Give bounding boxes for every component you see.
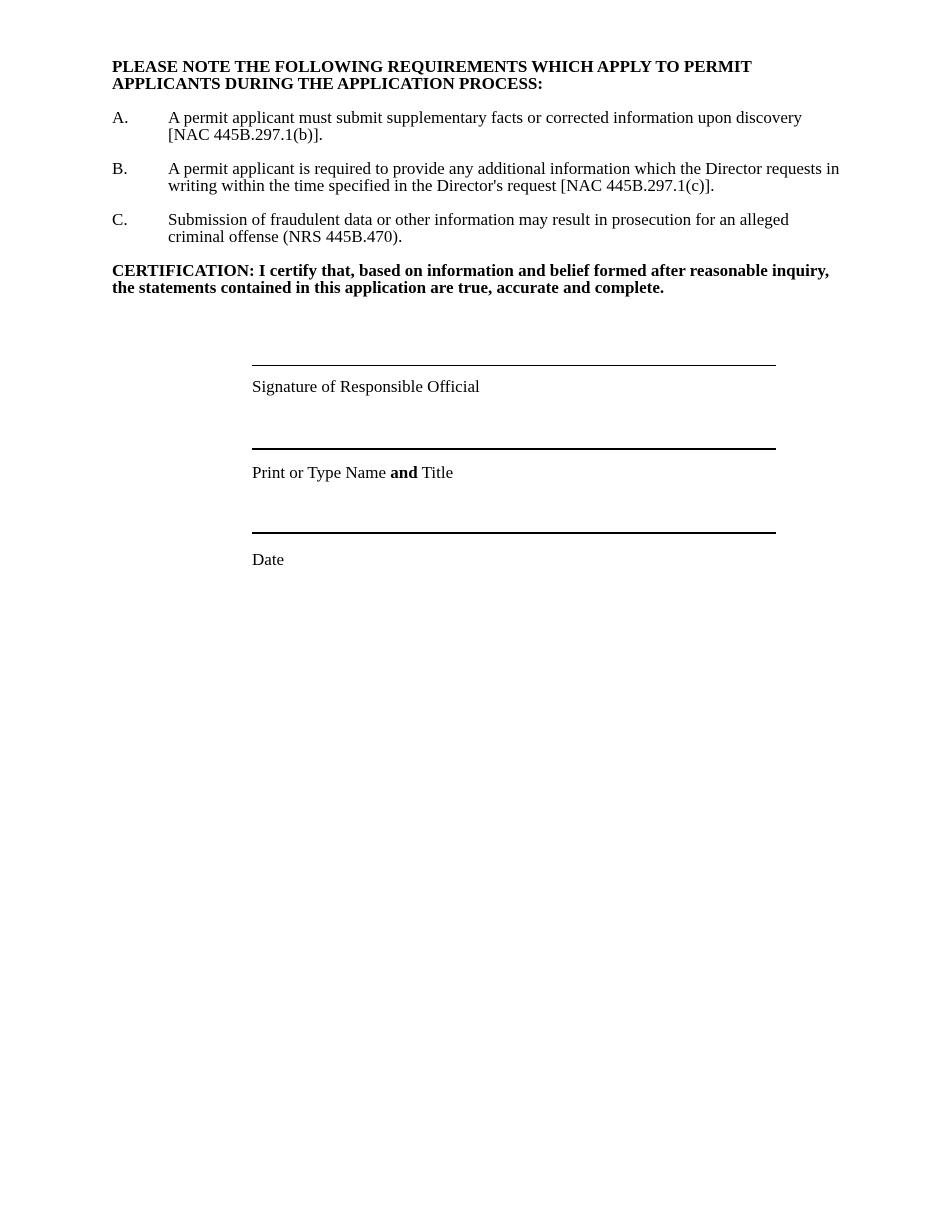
certification-statement: CERTIFICATION: I certify that, based on information and belief formed after reasonable inquiry, the statements contained in this application are true, accurate and complete. bbox=[112, 261, 830, 297]
date-line[interactable] bbox=[252, 532, 776, 534]
name-label-part1: Print or Type Name bbox=[252, 463, 391, 482]
requirement-letter: A. bbox=[112, 108, 129, 127]
requirement-text: Submission of fraudulent data or other information may result in prosecution for an alleged criminal offense (NRS 445B.470). bbox=[168, 210, 789, 246]
requirement-letter: C. bbox=[112, 210, 128, 229]
requirement-item-a bbox=[112, 109, 842, 143]
requirement-item-c bbox=[112, 211, 842, 245]
requirement-item-b bbox=[112, 160, 842, 194]
requirement-letter: B. bbox=[112, 159, 128, 178]
name-label-part2: Title bbox=[417, 463, 454, 482]
name-label-bold: and bbox=[390, 463, 418, 482]
notice-heading: PLEASE NOTE THE FOLLOWING REQUIREMENTS WHICH APPLY TO PERMIT APPLICANTS DURING THE APPLICATION PROCESS: bbox=[112, 57, 752, 93]
date-label: Date bbox=[252, 550, 285, 569]
name-title-label bbox=[252, 463, 453, 483]
requirements-notice bbox=[112, 58, 842, 296]
requirement-text: A permit applicant is required to provide any additional information which the Director requests in writing within the time specified in the Director's request [NAC 445B.297.1(c)]. bbox=[168, 159, 840, 195]
signature-line[interactable] bbox=[252, 365, 776, 366]
name-title-line[interactable] bbox=[252, 448, 776, 450]
signature-label: Signature of Responsible Official bbox=[252, 377, 480, 396]
requirement-text: A permit applicant must submit supplementary facts or corrected information upon discovery [NAC 445B.297.1(b)]. bbox=[168, 108, 803, 144]
